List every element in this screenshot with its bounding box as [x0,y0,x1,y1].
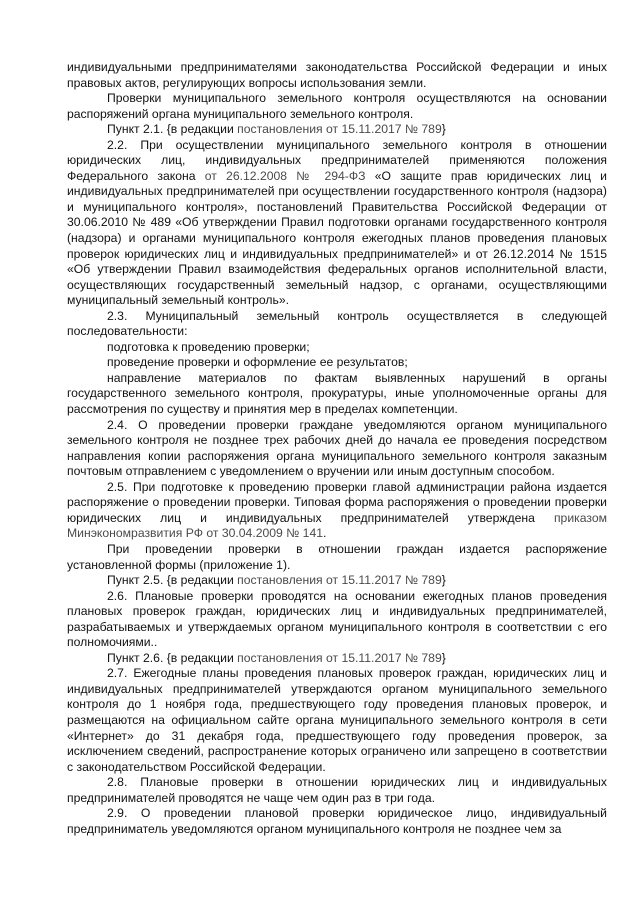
document-paragraph [67,309,607,340]
document-paragraph [67,371,607,418]
paragraph-text: } [441,122,446,137]
document-paragraph [67,340,607,356]
paragraph-text: 2.3. Муниципальный земельный контроль осуществляется в следующей последовательности: [67,308,607,339]
document-paragraph [67,589,607,651]
paragraph-text: 2.7. Ежегодные планы проведения плановых проверок граждан, юридических лиц и индивидуальных предпринимателей утверждаются органом муниципального земельного контроля до 1 ноября года, предшествующего году проведения плановых проверок, и размещаются на официальном сайте органа муниципального земельного контроля в сети «Интернет» до 31 декабря года, предшествующего году проведения проверок, за исключением сведений, распространение которых ограничено или запрещено в соответствии с законодательством Российской Федерации. [67,666,607,774]
document-paragraph [67,666,607,775]
document-reference-link[interactable]: приказом Минэкономразвития РФ от 30.04.2009 № 141 [67,510,607,541]
revision-note [67,122,607,138]
paragraph-text: Проверки муниципального земельного контроля осуществляются на основании распоряжений органа муниципального земельного контроля. [67,91,607,121]
paragraph-text: «О защите прав юридических лиц и индивидуальных предпринимателей при осуществлении государственного контроля (надзора) и муниципального контроля», постановлений Правительства Российской Федерации от 30.06.2010 № 489 «Об утверждении Правил подготовки органами государственного контроля (надзора) и органами муниципального контроля ежегодных планов проведения плановых проверок юридических лиц и индивидуальных предпринимателей» и от 26.12.2014 № 1515 «Об утверждении Правил взаимодействия федеральных органов исполнительной власти, осуществляющих государственный земельный надзор, с органами, осуществляющими муниципальный земельный контроль». [67,168,607,308]
paragraph-text: При проведении проверки в отношении граждан издается распоряжение установленной формы (приложение 1). [67,541,607,572]
revision-note [67,651,607,667]
paragraph-text: 2.4. О проведении проверки граждане уведомляются органом муниципального земельного контроля не позднее трех рабочих дней до начала ее проведения посредством направления копии распоряжения органа муниципального земельного контроля заказным почтовым отправлением с уведомлением о вручении или иным доступным способом. [67,417,607,479]
document-paragraph [67,60,607,91]
paragraph-text: индивидуальными предпринимателями законодательства Российской Федерации и иных правовых актов, регулирующих вопросы использования земли. [67,60,607,90]
document-paragraph [67,775,607,806]
document-reference-link[interactable]: постановления от 15.11.2017 № 789 [237,122,442,137]
paragraph-text: подготовка к проведению проверки; [107,339,310,354]
paragraph-text: 2.8. Плановые проверки в отношении юридических лиц и индивидуальных предпринимателей проводятся не чаще чем один раз в три года. [67,775,607,805]
document-paragraph [67,91,607,122]
paragraph-text: направление материалов по фактам выявленных нарушений в органы государственного земельного контроля, прокуратуры, иные уполномоченные органы для рассмотрения по существу и принятия мер в пределах компетенции. [67,370,607,417]
paragraph-text: } [441,650,446,665]
paragraph-text: Пункт 2.5. {в редакции [107,573,238,588]
paragraph-text: 2.6. Плановые проверки проводятся на основании ежегодных планов проведения плановых проверок граждан, юридических лиц и индивидуальных предпринимателей, разрабатываемых и утверждаемых органом муниципального контроля в соответствии с его полномочиями.. [67,588,607,650]
document-paragraph [67,355,607,371]
document-page [67,60,607,837]
document-paragraph [67,806,607,837]
paragraph-text: 2.2. При осуществлении муниципального земельного контроля в отношении юридических лиц, индивидуальных предпринимателей применяются положения Федерального закона [67,137,607,183]
document-reference-link[interactable]: постановления от 15.11.2017 № 789 [237,650,442,665]
document-paragraph [67,138,607,309]
document-reference-link[interactable]: от 26.12.2008 № 294-ФЗ [204,168,366,183]
paragraph-text: . [323,526,327,541]
paragraph-text: } [441,573,446,588]
paragraph-text: Пункт 2.6. {в редакции [107,650,238,665]
paragraph-text: 2.9. О проведении плановой проверки юридическое лицо, индивидуальный предприниматель уведомляются органом муниципального контроля не позднее чем за [67,806,607,836]
paragraph-text: 2.5. При подготовке к проведению проверки главой администрации района издается распоряжение о проведении проверки. Типовая форма распоряжения о проведении проверки юридических лиц и индивидуальных предпринимателей утверждена [67,479,607,525]
document-paragraph [67,480,607,542]
revision-note [67,573,607,589]
paragraph-text: Пункт 2.1. {в редакции [107,122,238,137]
document-reference-link[interactable]: постановления от 15.11.2017 № 789 [237,573,442,588]
paragraph-text: проведение проверки и оформление ее результатов; [107,355,408,370]
document-paragraph [67,418,607,480]
document-paragraph [67,542,607,573]
